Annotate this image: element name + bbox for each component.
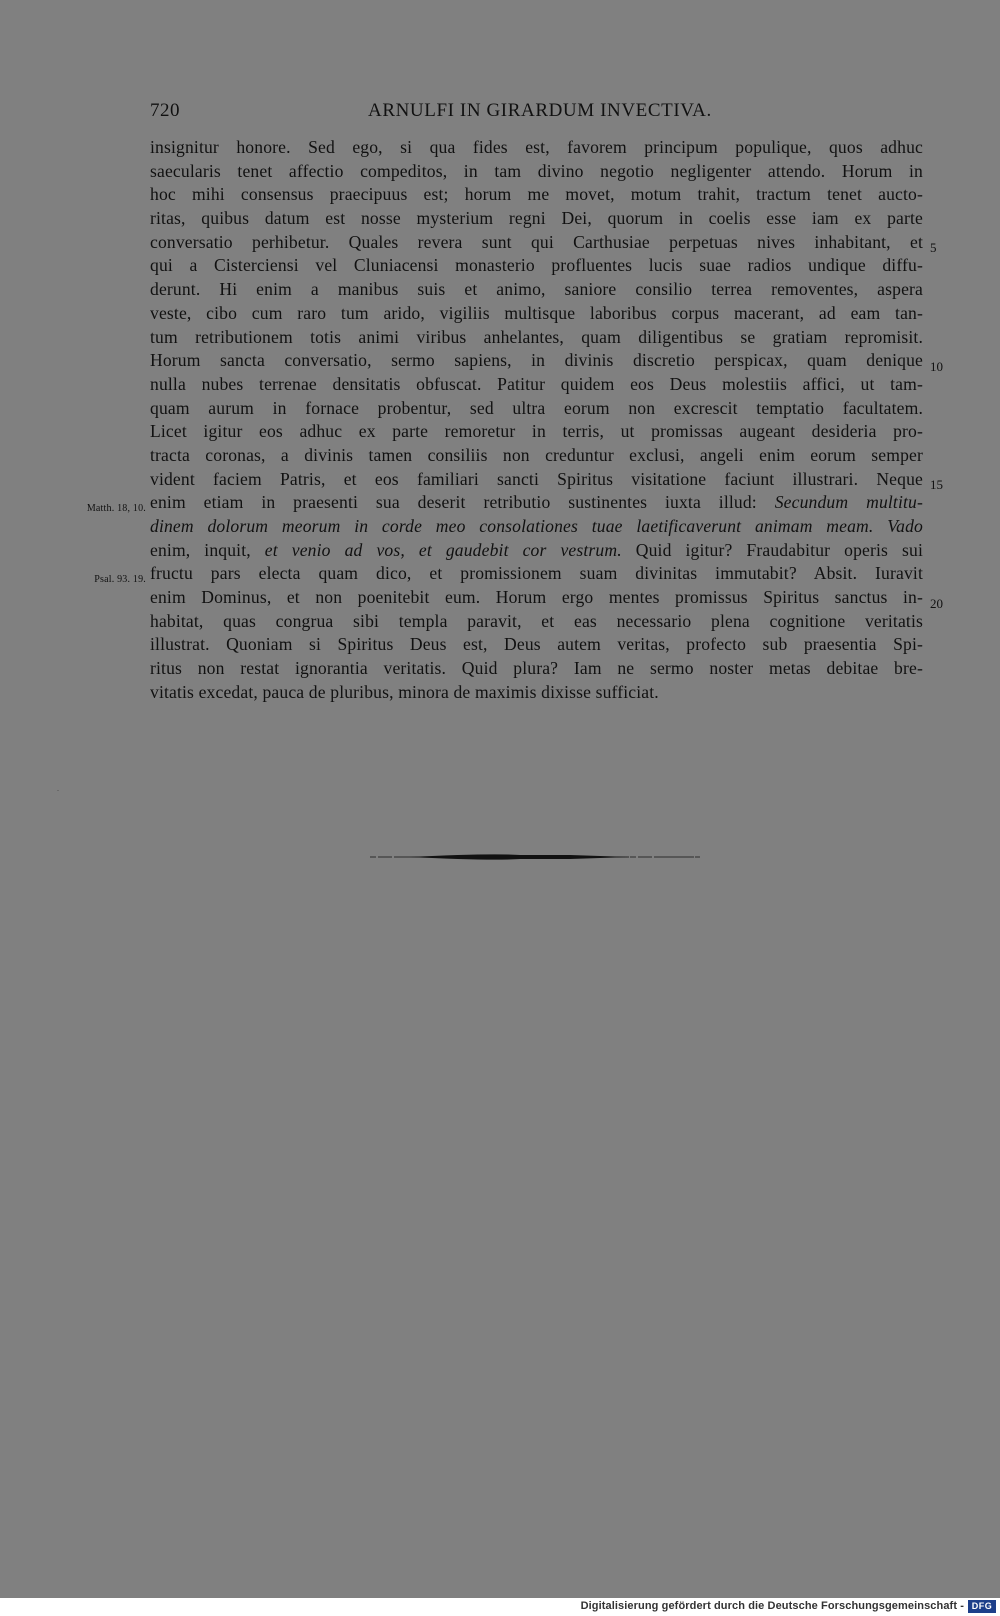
text-line: ritus non restat ignorantia veritatis. Quid plura? Iam ne sermo noster metas debitae bre- [150, 658, 923, 679]
italic-quotation: Secundum multitu- [774, 492, 923, 513]
margin-reference: Matth. 18, 10. [86, 503, 146, 514]
text-line: ritas, quibus datum est nosse mysterium regni Dei, quorum in coelis esse iam ex parte [150, 208, 923, 229]
digitization-footer [0, 1598, 1000, 1616]
text-line: conversatio perhibetur. Quales revera sunt qui Carthusiae perpetuas nives inhabitant, et [150, 231, 923, 252]
page-header [150, 100, 923, 126]
text-segment: Quid igitur? Fraudabitur operis sui [635, 539, 923, 560]
text-line: nulla nubes terrenae densitatis obfuscat. Patitur quidem eos Deus molestiis affici, ut tam- [150, 373, 923, 394]
text-line: vitatis excedat, pauca de pluribus, minora de maximis dixisse sufficiat. [150, 681, 659, 702]
italic-quotation: et venio ad vos, et gaudebit cor vestrum. [264, 539, 622, 560]
text-line: tracta coronas, a divinis tamen consiliis non creduntur exclusi, angeli enim eorum semper [150, 444, 923, 465]
text-line: fructu pars electa quam dico, et promissionem suam divinitas immutabit? Absit. Iuravit [150, 563, 923, 584]
text-line-mixed [150, 539, 923, 563]
text-segment: enim, inquit, [150, 539, 251, 560]
body-text [150, 136, 923, 705]
dfg-logo-icon: DFG [968, 1600, 996, 1613]
text-line: illustrat. Quoniam si Spiritus Deus est, Deus autem veritas, profecto sub praesentia Spi- [150, 634, 923, 655]
line-number: 10 [930, 359, 943, 374]
text-line: hoc mihi consensus praecipuus est; horum me movet, motum trahit, tractum tenet aucto- [150, 184, 923, 205]
line-number: 5 [930, 240, 937, 255]
text-line-mixed [150, 491, 923, 515]
italic-quotation: dinem dolorum meorum in corde meo consolationes tuae laetificaverunt animam meam. [150, 516, 874, 536]
text-line: enim Dominus, et non poenitebit eum. Horum ergo mentes promissus Spiritus sanctus in- [150, 587, 923, 608]
text-line: Horum sancta conversatio, sermo sapiens, in divinis discretio perspicax, quam denique [150, 350, 923, 371]
text-line: tum retributionem totis animi viribus anhelantes, quam diligentibus se gratiam repromisit. [150, 326, 923, 347]
text-line: quam aurum in fornace probentur, sed ultra eorum non excrescit temptatio facultatem. [150, 397, 923, 418]
line-number: 20 [930, 596, 943, 611]
text-line: derunt. Hi enim a manibus suis et animo, saniore consilio terrea removentes, aspera [150, 279, 923, 300]
line-number: 15 [930, 477, 943, 492]
text-line: qui a Cisterciensi vel Cluniacensi monasterio profluentes lucis suae radios undique diffu- [150, 255, 923, 276]
text-line: veste, cibo cum raro tum arido, vigiliis multisque laboribus corpus macerant, ad eam tan- [150, 302, 923, 323]
text-line: habitat, quas congrua sibi templa paravit, et eas necessario plena cognitione veritatis [150, 610, 923, 631]
page-number: 720 [150, 100, 180, 121]
text-line: Licet igitur eos adhuc ex parte remoretur in terris, ut promissas augeant desideria pro- [150, 421, 923, 442]
text-line: vident faciem Patris, et eos familiari sancti Spiritus visitatione faciunt illustrari. Neque [150, 468, 923, 489]
ornamental-rule [370, 851, 700, 863]
funding-notice: Digitalisierung gefördert durch die Deutsche Forschungsgemeinschaft - [580, 1600, 964, 1612]
text-line: insignitur honore. Sed ego, si qua fides est, favorem principum populique, quos adhuc [150, 137, 923, 157]
margin-reference: Psal. 93. 19. [94, 574, 146, 585]
italic-quotation: Vado [887, 516, 923, 536]
text-line-mixed [150, 515, 923, 539]
text-segment: enim etiam in praesenti sua deserit retributio sustinentes iuxta illud: [150, 492, 757, 513]
running-title: ARNULFI IN GIRARDUM INVECTIVA. [368, 100, 712, 121]
scan-speck [57, 790, 59, 791]
text-line: saecularis tenet affectio compeditos, in tam divino negotio negligenter attendo. Horum in [150, 160, 923, 181]
